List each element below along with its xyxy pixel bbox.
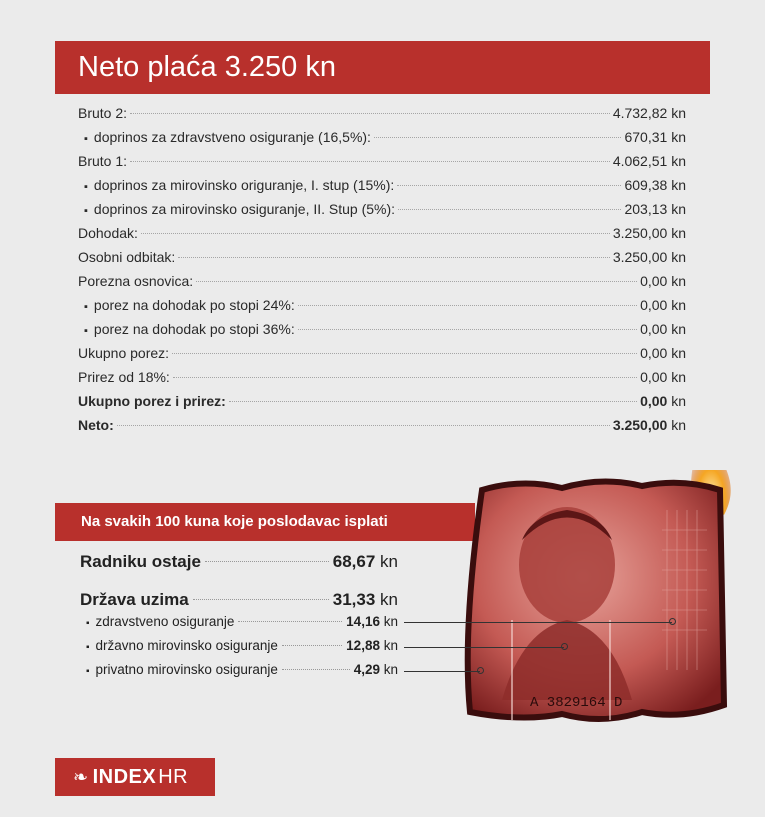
salary-row-unit: kn (671, 225, 686, 241)
salary-row-amount: 3.250,00 (612, 249, 668, 265)
salary-breakdown-list (78, 105, 686, 441)
salary-row-amount: 3.250,00 (612, 225, 668, 241)
salary-row-unit: kn (671, 249, 686, 265)
logo-suffix: HR (158, 765, 189, 788)
salary-row-amount: 0,00 (640, 393, 668, 409)
salary-row-label: Bruto 1: (78, 153, 128, 169)
salary-row (78, 297, 686, 321)
salary-row (78, 369, 686, 393)
salary-row-amount: 670,31 (624, 129, 668, 145)
salary-row-unit: kn (671, 129, 686, 145)
salary-row-label: ▪ doprinos za mirovinsko origuranje, I. stup (15%): (78, 177, 394, 193)
salary-row-amount: 0,00 (640, 321, 668, 337)
salary-row (78, 321, 686, 345)
salary-row-amount: 4.062,51 (612, 153, 668, 169)
leader-dot-health (669, 618, 676, 625)
salary-row-unit: kn (671, 393, 686, 409)
salary-row (78, 273, 686, 297)
salary-row-label: Ukupno porez i prirez: (78, 393, 226, 409)
salary-row-unit: kn (671, 273, 686, 289)
leader-dot-pension-private (477, 667, 484, 674)
salary-row (78, 393, 686, 417)
salary-row-unit: kn (671, 297, 686, 313)
salary-row (78, 129, 686, 153)
salary-row-amount: 0,00 (640, 369, 668, 385)
salary-row-unit: kn (671, 369, 686, 385)
salary-row (78, 177, 686, 201)
salary-row (78, 153, 686, 177)
salary-row-unit: kn (671, 153, 686, 169)
pepper-icon: ❧ (73, 766, 89, 787)
state-amount: 31,33 (332, 590, 376, 609)
salary-row (78, 105, 686, 129)
leader-line-pension-private (404, 671, 480, 672)
page-title: Neto plaća 3.250 kn (55, 41, 710, 94)
section-title: Na svakih 100 kuna koje poslodavac isplati (55, 503, 475, 541)
leader-line-health (404, 622, 672, 623)
salary-row-amount: 203,13 (624, 201, 668, 217)
salary-row-unit: kn (671, 417, 686, 433)
state-label: Država uzima (80, 590, 189, 609)
state-item-health: ▪ zdravstveno osiguranje 14,16 kn (86, 614, 398, 629)
salary-row (78, 249, 686, 273)
salary-row-amount: 609,38 (624, 177, 668, 193)
state-takes-row: Država uzima 31,33 kn (80, 590, 398, 609)
salary-row-label: Bruto 2: (78, 105, 128, 121)
worker-label: Radniku ostaje (80, 552, 201, 571)
state-item-pension-state: ▪ državno mirovinsko osiguranje 12,88 kn (86, 638, 398, 653)
salary-row (78, 225, 686, 249)
worker-keeps-row: Radniku ostaje 68,67 kn (80, 552, 398, 571)
salary-row-label: Dohodak: (78, 225, 138, 241)
leader-dot-pension-state (561, 643, 568, 650)
salary-row-amount: 4.732,82 (612, 105, 668, 121)
state-item-pension-private: ▪ privatno mirovinsko osiguranje 4,29 kn (86, 662, 398, 677)
salary-row-label: Prirez od 18%: (78, 369, 170, 385)
salary-row-unit: kn (671, 321, 686, 337)
salary-row-label: ▪ doprinos za zdravstveno osiguranje (16,5%): (78, 129, 371, 145)
index-hr-logo[interactable] (55, 758, 215, 796)
salary-row (78, 345, 686, 369)
salary-row-unit: kn (671, 105, 686, 121)
salary-row-label: Neto: (78, 417, 114, 433)
banknote-serial: A 3829164 D (530, 695, 623, 711)
salary-row-label: Porezna osnovica: (78, 273, 194, 289)
salary-row (78, 417, 686, 441)
salary-row-label: ▪ doprinos za mirovinsko osiguranje, II. Stup (5%): (78, 201, 395, 217)
salary-row-amount: 0,00 (640, 273, 668, 289)
salary-row-label: Ukupno porez: (78, 345, 170, 361)
worker-amount: 68,67 (332, 552, 376, 571)
salary-row-amount: 0,00 (640, 297, 668, 313)
salary-row-amount: 0,00 (640, 345, 668, 361)
salary-row-unit: kn (671, 177, 686, 193)
leader-line-pension-state (404, 647, 564, 648)
salary-row-unit: kn (671, 201, 686, 217)
salary-row-label: Osobni odbitak: (78, 249, 176, 265)
salary-row-label: ▪ porez na dohodak po stopi 36%: (78, 321, 295, 337)
burned-banknote-illustration (462, 470, 732, 745)
salary-row-unit: kn (671, 345, 686, 361)
logo-brand: INDEX (92, 765, 157, 788)
salary-row-label: ▪ porez na dohodak po stopi 24%: (78, 297, 295, 313)
salary-row-amount: 3.250,00 (612, 417, 668, 433)
salary-row (78, 201, 686, 225)
